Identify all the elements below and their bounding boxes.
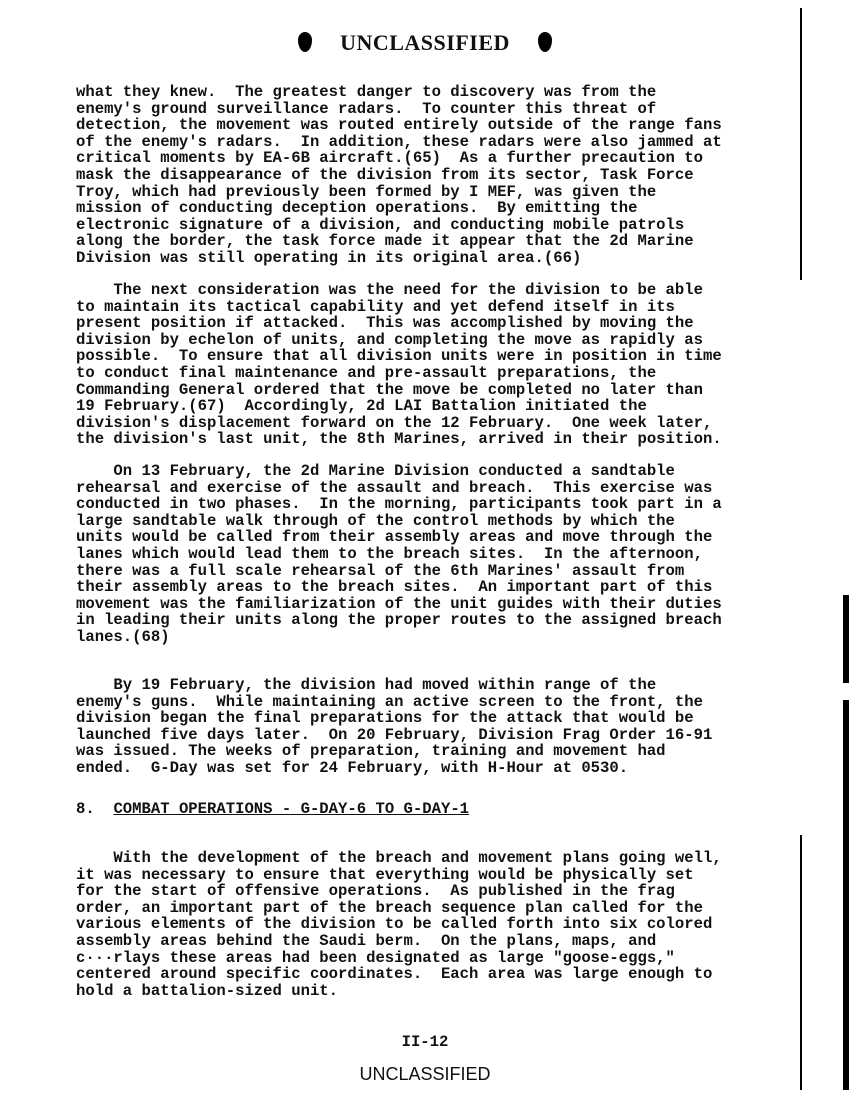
text-line: in leading their units along the proper routes to the assigned breach xyxy=(76,611,722,630)
text-line: hold a battalion-sized unit. xyxy=(76,981,339,1000)
text-line: along the border, the task force made it appear that the 2d Marine xyxy=(76,232,694,251)
punch-hole-mark xyxy=(538,32,552,52)
text-line: Troy, which had previously been formed by I MEF, was given the xyxy=(76,182,657,201)
text-line: of the enemy's radars. In addition, these radars were also jammed at xyxy=(76,132,722,151)
text-line: it was necessary to ensure that everything would be physically set xyxy=(76,865,694,884)
classification-header xyxy=(0,30,850,56)
text-line: their assembly areas to the breach sites. An important part of this xyxy=(76,578,713,597)
change-bar xyxy=(843,595,849,683)
text-line: division began the final preparations for the attack that would be xyxy=(76,709,694,728)
text-line: centered around specific coordinates. Each area was large enough to xyxy=(76,965,713,984)
text-line: various elements of the division to be called forth into six colored xyxy=(76,915,713,934)
text-line: movement was the familiarization of the unit guides with their duties xyxy=(76,594,722,613)
text-line: c···rlays these areas had been designated as large "goose-eggs," xyxy=(76,948,675,967)
text-line: the division's last unit, the 8th Marines, arrived in their position. xyxy=(76,430,722,449)
change-bar xyxy=(800,8,802,280)
text-line: With the development of the breach and movement plans going well, xyxy=(76,849,722,867)
change-bar xyxy=(843,700,849,1090)
change-bar xyxy=(800,835,802,1090)
paragraph-2 xyxy=(76,282,722,448)
text-line: there was a full scale rehearsal of the 6th Marines' assault from xyxy=(76,561,685,580)
text-line: 19 February.(67) Accordingly, 2d LAI Battalion initiated the xyxy=(76,397,647,416)
text-line: to conduct final maintenance and pre-assault preparations, the xyxy=(76,363,657,382)
paragraph-4 xyxy=(76,677,712,777)
text-line: to maintain its tactical capability and yet defend itself in its xyxy=(76,297,675,316)
text-line: Division was still operating in its original area.(66) xyxy=(76,248,582,267)
classification-footer: UNCLASSIFIED xyxy=(359,1064,491,1084)
text-line: lanes.(68) xyxy=(76,627,170,646)
text-line: electronic signature of a division, and conducting mobile patrols xyxy=(76,215,685,234)
text-line: mission of conducting deception operations. By emitting the xyxy=(76,199,638,218)
text-line: for the start of offensive operations. As published in the frag xyxy=(76,882,675,901)
paragraph-3 xyxy=(76,463,722,646)
text-line: assembly areas behind the Saudi berm. On the plans, maps, and xyxy=(76,931,657,950)
text-line: enemy's guns. While maintaining an active screen to the front, the xyxy=(76,692,703,711)
section-title: COMBAT OPERATIONS - G-DAY-6 TO G-DAY-1 xyxy=(113,800,470,818)
text-line: division by echelon of units, and completing the move as rapidly as xyxy=(76,330,703,349)
text-line: large sandtable walk through of the control methods by which the xyxy=(76,511,675,530)
text-line: lanes which would lead them to the breach sites. In the afternoon, xyxy=(76,544,703,563)
paragraph-1 xyxy=(76,84,722,267)
text-line: division's displacement forward on the 12 February. One week later, xyxy=(76,413,713,432)
text-line: launched five days later. On 20 February, Division Frag Order 16-91 xyxy=(76,725,713,744)
punch-hole-mark xyxy=(298,32,312,52)
text-line: units would be called from their assembly areas and move through the xyxy=(76,528,713,547)
text-line: rehearsal and exercise of the assault and breach. This exercise was xyxy=(76,478,713,497)
text-line: enemy's ground surveillance radars. To counter this threat of xyxy=(76,99,657,118)
text-line: mask the disappearance of the division from its sector, Task Force xyxy=(76,165,694,184)
text-line: what they knew. The greatest danger to discovery was from the xyxy=(76,83,657,101)
paragraph-5 xyxy=(76,850,722,999)
text-line: possible. To ensure that all division units were in position in time xyxy=(76,347,722,366)
text-line: was issued. The weeks of preparation, training and movement had xyxy=(76,742,666,761)
text-line: order, an important part of the breach sequence plan called for the xyxy=(76,898,703,917)
text-line: On 13 February, the 2d Marine Division conducted a sandtable xyxy=(76,462,675,480)
text-line: present position if attacked. This was accomplished by moving the xyxy=(76,314,694,333)
section-number: 8. xyxy=(76,800,95,818)
text-line: detection, the movement was routed entirely outside of the range fans xyxy=(76,116,722,135)
section-heading xyxy=(76,800,469,818)
text-line: The next consideration was the need for the division to be able xyxy=(76,281,703,299)
classification-label: UNCLASSIFIED xyxy=(340,30,510,55)
page-number: II-12 xyxy=(401,1033,449,1051)
text-line: conducted in two phases. In the morning, participants took part in a xyxy=(76,495,722,514)
text-line: critical moments by EA-6B aircraft.(65) As a further precaution to xyxy=(76,149,703,168)
text-line: ended. G-Day was set for 24 February, with H-Hour at 0530. xyxy=(76,758,629,777)
text-line: Commanding General ordered that the move be completed no later than xyxy=(76,380,703,399)
text-line: By 19 February, the division had moved within range of the xyxy=(76,676,657,694)
